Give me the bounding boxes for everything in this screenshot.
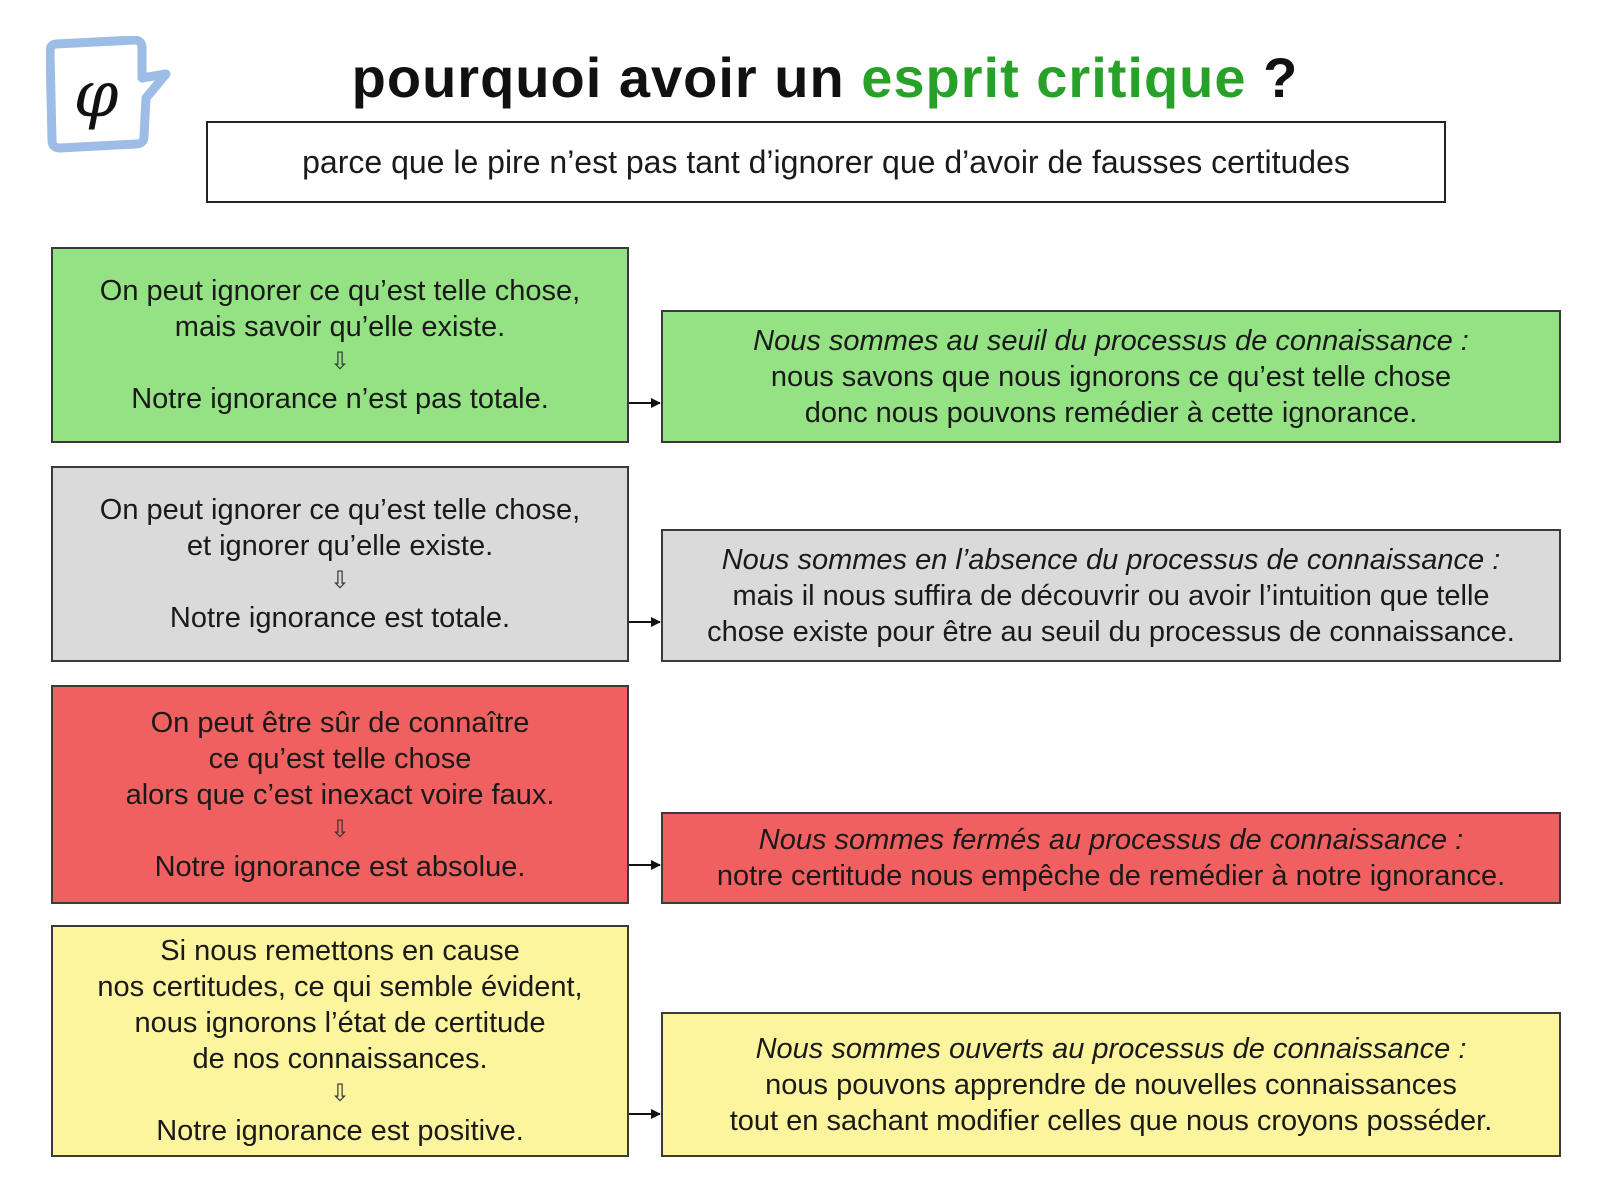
cause-line: nous ignorons l’état de certitude <box>134 1007 546 1039</box>
arrow-down-icon: ⇩ <box>329 1080 351 1107</box>
cause-line: alors que c’est inexact voire faux. <box>125 778 555 811</box>
cause-line: de nos connaissances. <box>192 1043 488 1075</box>
cause-conclusion: Notre ignorance est totale. <box>169 602 511 634</box>
arrow-down-icon: ⇩ <box>329 815 351 843</box>
result-line: notre certitude nous empêche de remédier à notre ignorance. <box>716 860 1506 892</box>
arrow-down-icon: ⇩ <box>329 348 351 375</box>
phi-symbol: φ <box>73 58 119 132</box>
result-line: nous pouvons apprendre de nouvelles connaissances <box>765 1068 1457 1101</box>
result-line: chose existe pour être au seuil du processus de connaissance. <box>707 615 1515 648</box>
cause-line: et ignorer qu’elle existe. <box>186 530 494 562</box>
result-lead: Nous sommes fermés au processus de connaissance : <box>758 824 1464 856</box>
title-part1: pourquoi avoir un <box>351 46 845 109</box>
cause-line: ce qu’est telle chose <box>208 742 472 775</box>
result-line: donc nous pouvons remédier à cette ignorance. <box>804 396 1418 429</box>
title-accent: esprit critique <box>861 46 1247 109</box>
cause-line: On peut ignorer ce qu’est telle chose, <box>99 275 581 307</box>
result-lead: Nous sommes au seuil du processus de connaissance : <box>753 324 1469 357</box>
result-line: tout en sachant modifier celles que nous croyons posséder. <box>729 1104 1493 1137</box>
cause-line: On peut être sûr de connaître <box>150 706 530 739</box>
result-lead: Nous sommes en l’absence du processus de connaissance : <box>721 543 1501 576</box>
title-part2: ? <box>1263 46 1299 109</box>
result-line: mais il nous suffira de découvrir ou avoir l’intuition que telle <box>732 579 1490 612</box>
cause-conclusion: Notre ignorance est absolue. <box>154 850 526 883</box>
cause-conclusion: Notre ignorance est positive. <box>156 1115 524 1147</box>
cause-line: nos certitudes, ce qui semble évident, <box>97 971 583 1003</box>
cause-line: On peut ignorer ce qu’est telle chose, <box>99 494 581 526</box>
cause-line: Si nous remettons en cause <box>160 935 520 967</box>
cause-conclusion: Notre ignorance n’est pas totale. <box>131 383 549 415</box>
cause-line: mais savoir qu’elle existe. <box>174 311 506 343</box>
arrow-down-icon: ⇩ <box>329 567 351 594</box>
subtitle-text: parce que le pire n’est pas tant d’ignorer que d’avoir de fausses certitudes <box>302 143 1350 180</box>
result-lead: Nous sommes ouverts au processus de connaissance : <box>755 1032 1467 1065</box>
result-line: nous savons que nous ignorons ce qu’est telle chose <box>770 360 1452 393</box>
